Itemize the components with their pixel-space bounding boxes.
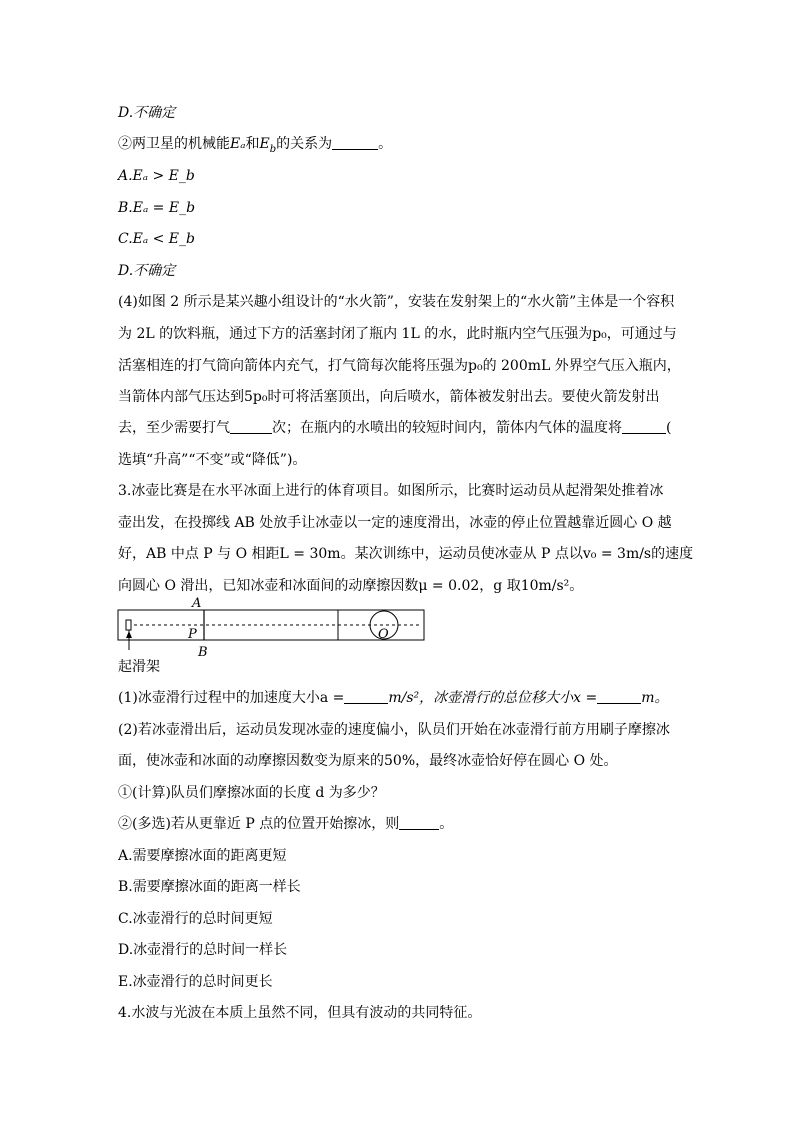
answer-blank[interactable]	[622, 419, 666, 434]
q3-stem-line-4: 向圆心 O 滑出，已知冰壶和冰面间的动摩擦因数μ = 0.02，g 取10m/s²。	[118, 578, 584, 594]
q3-option-c: C.冰壶滑行的总时间更短	[118, 911, 273, 927]
sub2-text-post: 的关系为	[276, 136, 333, 152]
part4-line-4: 当箭体内部气压达到5p₀时可将活塞顶出，向后喷水，箭体被发射出去。要使火箭发射出	[118, 389, 660, 405]
curling-figure	[112, 594, 432, 676]
option-d: D.不确定	[118, 105, 176, 121]
q3-part2-line-2: 面，使冰壶和冰面的动摩擦因数变为原来的50%，最终冰壶恰好停在圆心 O 处。	[118, 753, 618, 769]
part4-text-a: 去，至少需要打气	[118, 420, 230, 436]
option-c: C.Eₐ < E_b	[118, 231, 195, 247]
q3-option-e: E.冰壶滑行的总时间更长	[118, 974, 273, 990]
q3-stem-line-1: 3.冰壶比赛是在水平冰面上进行的体育项目。如图所示，比赛时运动员从起滑架处推着冰	[118, 483, 664, 499]
sub2-text-end: 。	[378, 136, 393, 152]
arrow-head	[126, 631, 132, 638]
part4-text-c: (	[666, 420, 672, 436]
label-b: B	[198, 645, 208, 660]
part4-line-6: 选填“升高”“不变”或“降低”)。	[118, 452, 307, 468]
answer-blank[interactable]	[344, 689, 388, 704]
q3-option-d: D.冰壶滑行的总时间一样长	[118, 942, 288, 958]
part1-text-b: m/s²，冰壶滑行的总位移大小x =	[388, 690, 598, 706]
answer-blank[interactable]	[399, 815, 439, 830]
label-o: O	[378, 627, 389, 642]
sub2-end: 。	[439, 816, 454, 832]
answer-blank[interactable]	[332, 135, 378, 150]
part4-line-2: 为 2L 的饮料瓶，通过下方的活塞封闭了瓶内 1L 的水，此时瓶内空气压强为p₀，可通过与	[118, 326, 677, 342]
part1-text-c: m。	[641, 690, 669, 706]
sub-question-2	[118, 134, 392, 160]
label-start-hack: 起滑架	[118, 659, 160, 675]
q3-stem-line-2: 壶出发，在投掷线 AB 处放手让冰壶以一定的速度滑出，冰壶的停止位置越靠近圆心 O 越	[118, 515, 672, 531]
option-b: B.Eₐ = E_b	[118, 200, 196, 216]
sub2-text: ②(多选)若从更靠近 P 点的位置开始擦冰，则	[118, 816, 400, 832]
part1-text-a: (1)冰壶滑行过程中的加速度大小a =	[118, 690, 345, 706]
symbol-eb: $E_b$	[259, 136, 277, 155]
symbol-ea: Eₐ	[230, 136, 246, 152]
part4-line-3: 活塞相连的打气筒向箭体内充气，打气筒每次能将压强为p₀的 200mL 外界空气压入瓶内，	[118, 358, 681, 374]
label-a: A	[192, 596, 202, 611]
q3-stem-line-3: 好，AB 中点 P 与 O 相距L = 30m。某次训练中，运动员使冰壶从 P 点以v₀ = 3m/s的速度	[118, 546, 694, 562]
part4-text-b: 次；在瓶内的水喷出的较短时间内，箭体内气体的温度将	[272, 420, 622, 436]
option-a: A.Eₐ > E_b	[118, 168, 195, 184]
option-d: D.不确定	[118, 263, 176, 279]
answer-blank[interactable]	[597, 689, 641, 704]
part4-line-5	[118, 418, 671, 438]
label-p: P	[188, 627, 197, 642]
answer-blank[interactable]	[230, 419, 272, 434]
sub2-text-mid: 和	[245, 136, 260, 152]
part4-line-1: (4)如图 2 所示是某兴趣小组设计的“水火箭”，安装在发射架上的“水火箭”主体是一个容积	[118, 294, 675, 310]
q3-sub1: ①(计算)队员们摩擦冰面的长度 d 为多少？	[118, 785, 385, 801]
q3-option-a: A.需要摩擦冰面的距离更短	[118, 848, 287, 864]
q3-option-b: B.需要摩擦冰面的距离一样长	[118, 879, 301, 895]
q3-part1	[118, 688, 669, 708]
start-hack	[126, 620, 131, 630]
q3-part2-line-1: (2)若冰壶滑出后，运动员发现冰壶的速度偏小，队员们开始在冰壶滑行前方用刷子摩擦冰	[118, 722, 670, 738]
q3-sub2	[118, 814, 453, 834]
q4-stem: 4.水波与光波在本质上虽然不同，但具有波动的共同特征。	[118, 1005, 482, 1021]
sub2-text-pre: ②两卫星的机械能	[118, 136, 230, 152]
